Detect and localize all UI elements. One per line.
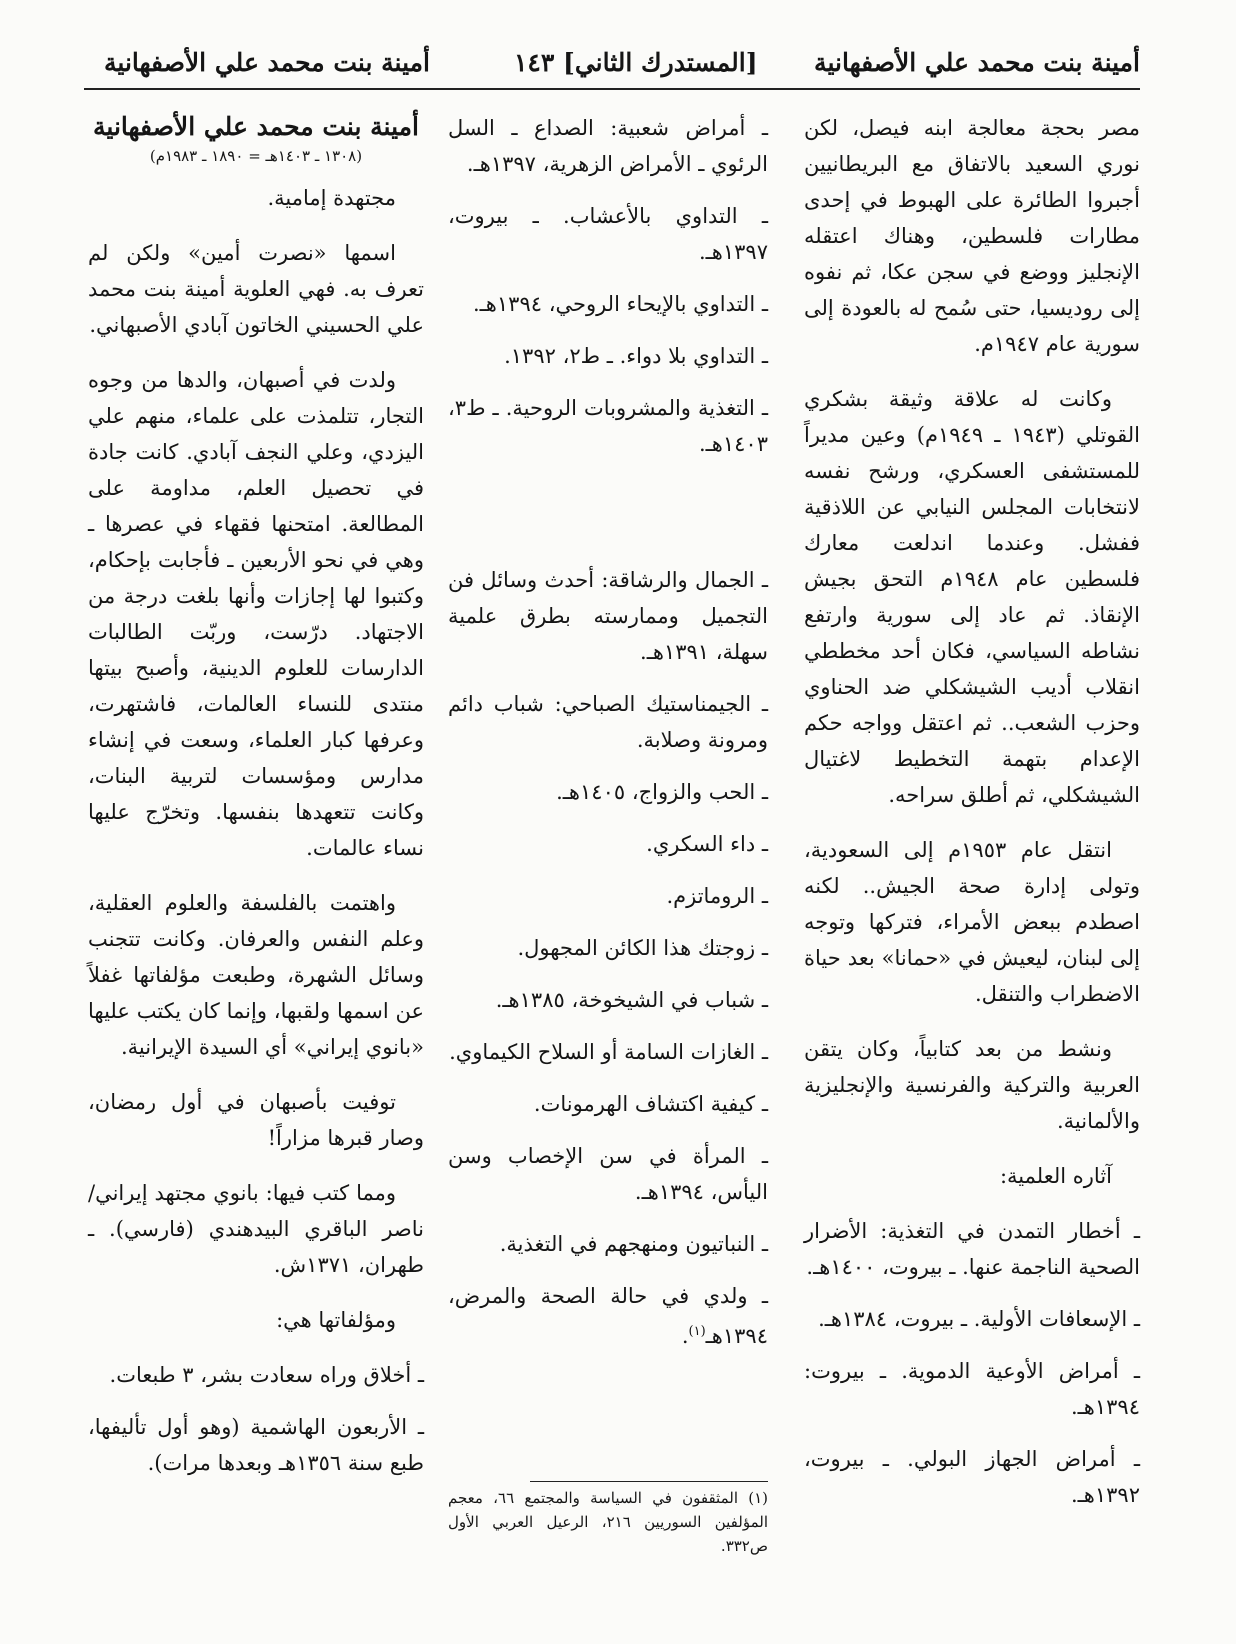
paragraph: ولدت في أصبهان، والدها من وجوه التجار، تتلمذت على علماء، منهم علي اليزدي، وعلي النجف آبادي. كانت جادة في تحصيل العلم، مداومة على المطالعة. امتحنها فقهاء في عصرها ـ وهي في نحو الأربعين ـ فأجابت بإحكام، وكتبوا لها إجازات وأنها بلغت درجة من الاجتهاد. درّست، وربّت الطالبات الدارسات للعلوم الدينية، وأصبح بيتها منتدى للنساء العالمات، فاشتهرت، وعرفها كبار العلماء، وسعت في إنشاء مدارس ومؤسسات لتربية البنات، وكانت تتعهدها بنفسها. وتخرّج عليها نساء عالمات.: [88, 368, 424, 860]
footnote-rule: [530, 1481, 768, 1482]
paragraph: ومما كتب فيها: بانوي مجتهد إيراني/ ناصر الباقري البيدهندي (فارسي). ـ طهران، ١٣٧١ش.: [88, 1181, 424, 1277]
entry-dates: (١٣٠٨ ـ ١٤٠٣هـ = ١٨٩٠ ـ ١٩٨٣م): [149, 147, 363, 165]
list-item: ـ الغازات السامة أو السلاح الكيماوي.: [449, 1040, 768, 1064]
list-item: ـ أمراض الأوعية الدموية. ـ بيروت: ١٣٩٤هـ.: [804, 1359, 1140, 1419]
paragraph: مجتهدة إمامية.: [267, 186, 396, 210]
list-item: ـ الجمال والرشاقة: أحدث وسائل فن التجميل وممارسته بطرق علمية سهلة، ١٣٩١هـ.: [448, 568, 768, 664]
list-item: ـ الروماتزم.: [666, 884, 768, 908]
footnote-marker: (١): [688, 1324, 706, 1339]
running-header: [84, 44, 1140, 86]
entry-title: أمينة بنت محمد علي الأصفهانية: [93, 112, 419, 141]
section-heading: ومؤلفاتها هي:: [276, 1308, 396, 1332]
paragraph: وكانت له علاقة وثيقة بشكري القوتلي (١٩٤٣ ـ ١٩٤٩م) وعين مديراً للمستشفى العسكري، ورشح نفسه لانتخابات المجلس النيابي عن اللاذقية ففشل. وعندما اندلعت معارك فلسطين عام ١٩٤٨م التحق بجيش الإنقاذ. ثم عاد إلى سورية وارتفع نشاطه السياسي، فكان أحد مخططي انقلاب أديب الشيشكلي ضد الحناوي وحزب الشعب.. ثم اعتقل وواجه حكم الإعدام بتهمة التخطيط لاغتيال الشيشكلي، ثم أطلق سراحه.: [804, 387, 1141, 807]
paragraph: مصر بحجة معالجة ابنه فيصل، لكن نوري السعيد بالاتفاق مع البريطانيين أجبروا الطائرة على الهبوط في إحدى مطارات فلسطين، وهناك اعتقله الإنجليز ووضع في سجن عكا، ثم نفوه إلى روديسيا، حتى سُمح له بالعودة إلى سورية عام ١٩٤٧م.: [804, 116, 1140, 356]
list-item: ـ المرأة في سن الإخصاب وسن اليأس، ١٣٩٤هـ.: [448, 1144, 768, 1204]
list-item: ـ الإسعافات الأولية. ـ بيروت، ١٣٨٤هـ.: [818, 1307, 1140, 1331]
list-item: ـ أمراض شعبية: الصداع ـ السل الرئوي ـ الأمراض الزهرية، ١٣٩٧هـ.: [448, 116, 768, 176]
list-item: ـ الجيمناستيك الصباحي: شباب دائم ومرونة وصلابة.: [448, 692, 768, 752]
paragraph: ونشط من بعد كتابياً، وكان يتقن العربية والتركية والفرنسية والإنجليزية والألمانية.: [804, 1037, 1140, 1133]
list-item: ـ أخلاق وراه سعادت بشر، ٣ طبعات.: [109, 1363, 424, 1387]
list-item-with-footnote: ـ ولدي في حالة الصحة والمرض، ١٣٩٤هـ$^{(١)}$.: [448, 1284, 768, 1348]
list-item: ـ داء السكري.: [646, 832, 768, 856]
list-item: ـ أمراض الجهاز البولي. ـ بيروت، ١٣٩٢هـ.: [804, 1447, 1140, 1507]
list-item: ـ النباتيون ومنهجهم في التغذية.: [499, 1232, 768, 1256]
list-item: ـ التداوي بلا دواء. ـ ط٢، ١٣٩٢.: [504, 344, 768, 368]
list-item: ـ أخطار التمدن في التغذية: الأضرار الصحية الناجمة عنها. ـ بيروت، ١٤٠٠هـ.: [804, 1219, 1140, 1279]
list-item: ـ زوجتك هذا الكائن المجهول.: [517, 936, 768, 960]
list-item: ـ التداوي بالأعشاب. ـ بيروت، ١٣٩٧هـ.: [448, 204, 768, 264]
column-right: [804, 110, 1140, 1529]
section-heading: آثاره العلمية:: [999, 1164, 1112, 1188]
paragraph: انتقل عام ١٩٥٣م إلى السعودية، وتولى إدارة صحة الجيش.. لكنه اصطدم ببعض الأمراء، فتركها وتوجه إلى لبنان، ليعيش في «حمانا» بعد حياة الاضطراب والتنقل.: [804, 838, 1140, 1006]
list-item: ـ كيفية اكتشاف الهرمونات.: [533, 1092, 768, 1116]
footnote: (١) المثقفون في السياسة والمجتمع ٦٦، معجم المؤلفين السوريين ٢١٦، الرعيل العربي الأول ص٣٣٢.: [448, 1489, 768, 1555]
list-item: ـ الأربعون الهاشمية (وهو أول تأليفها، طبع سنة ١٣٥٦هـ وبعدها مرات).: [88, 1415, 424, 1475]
blank-gap: [448, 478, 768, 562]
column-middle: [448, 110, 768, 1370]
column-left: [88, 110, 424, 1497]
paragraph: واهتمت بالفلسفة والعلوم العقلية، وعلم النفس والعرفان. وكانت تتجنب وسائل الشهرة، وطبعت مؤلفاتها غفلاً عن اسمها ولقبها، وإنما كان يكتب عليها «بانوي إيراني» أي السيدة الإيرانية.: [88, 891, 424, 1059]
list-item: ـ التغذية والمشروبات الروحية. ـ ط٣، ١٤٠٣هـ.: [448, 396, 768, 456]
paragraph: اسمها «نصرت أمين» ولكن لم تعرف به. فهي العلوية أمينة بنت محمد علي الحسيني الخاتون آبادي الأصبهاني.: [88, 241, 424, 337]
list-item: ـ شباب في الشيخوخة، ١٣٨٥هـ.: [495, 988, 768, 1012]
list-item: ـ التداوي بالإيحاء الروحي، ١٣٩٤هـ.: [472, 292, 768, 316]
header-right-title: أمينة بنت محمد علي الأصفهانية: [814, 48, 1140, 77]
header-page-number: [المستدرك الثاني] ١٤٣: [514, 48, 758, 77]
paragraph: توفيت بأصبهان في أول رمضان، وصار قبرها مزاراً!: [88, 1090, 424, 1150]
header-left-title: أمينة بنت محمد علي الأصفهانية: [104, 48, 430, 77]
list-item: ـ الحب والزواج، ١٤٠٥هـ.: [556, 780, 768, 804]
list-item-text: ـ ولدي في حالة الصحة والمرض، ١٣٩٤هـ: [448, 1284, 768, 1348]
header-rule: [84, 88, 1140, 90]
